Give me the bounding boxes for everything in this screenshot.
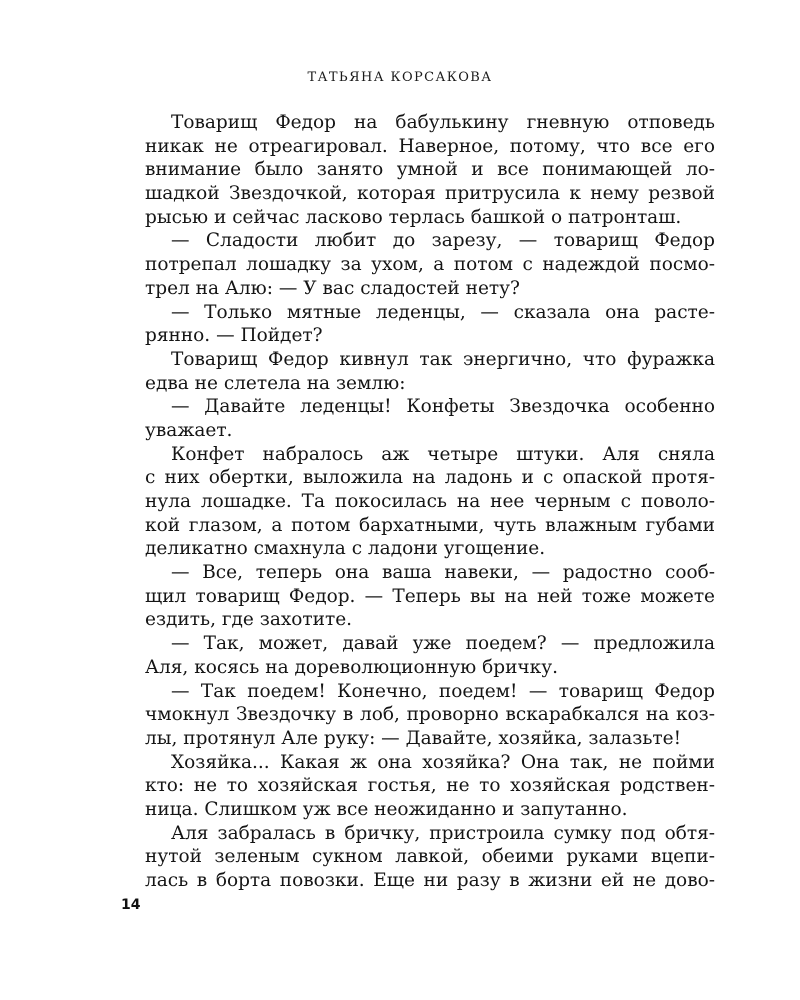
text-line: рянно. — Пойдет? <box>145 325 323 347</box>
text-line: кто: не то хозяйская гостья, не то хозяйская родствен- <box>145 775 715 797</box>
text-line: лась в борта повозки. Еще ни разу в жизни ей не дово- <box>145 870 715 891</box>
text-line: Товарищ Федор на бабулькину гневную отповедь <box>171 112 715 133</box>
text-line: с них обертки, выложила на ладонь и с опаской протя- <box>145 467 715 489</box>
text-line: — Давайте леденцы! Конфеты Звездочка особенно <box>171 396 715 418</box>
running-head-author: ТАТЬЯНА КОРСАКОВА <box>307 70 493 85</box>
text-line: Конфет набралось аж четыре штуки. Аля сняла <box>171 443 715 465</box>
text-line: потрепал лошадку за ухом, а потом с надеждой посмо- <box>145 254 715 276</box>
text-line: Аля, косясь на дореволюционную бричку. <box>145 656 558 678</box>
text-line: деликатно смахнула с ладони угощение. <box>145 538 546 560</box>
text-line: Хозяйка... Какая ж она хозяйка? Она так, не пойми <box>171 751 715 773</box>
page-number: 14 <box>121 897 141 913</box>
body-text <box>145 111 715 893</box>
text-line: — Так, может, давай уже поедем? — предложила <box>171 633 715 655</box>
text-line: — Все, теперь она ваша навеки, — радостно сооб- <box>171 562 715 584</box>
text-line: лы, протянул Але руку: — Давайте, хозяйка, залазьте! <box>145 727 682 749</box>
text-line: уважает. <box>145 419 233 441</box>
text-line: Аля забралась в бричку, пристроила сумку под обтя- <box>171 822 715 844</box>
text-line: чмокнул Звездочку в лоб, проворно вскарабкался на коз- <box>145 704 715 726</box>
text-line: едва не слетела на землю: <box>145 372 406 394</box>
text-line: — Только мятные леденцы, — сказала она расте- <box>171 301 715 323</box>
text-line: кой глазом, а потом бархатными, чуть влажным губами <box>145 514 715 536</box>
text-line: никак не отреагировал. Наверное, потому, что все его <box>145 135 715 157</box>
text-line: ездить, где захотите. <box>145 609 353 631</box>
text-line: — Так поедем! Конечно, поедем! — товарищ Федор <box>171 680 715 702</box>
text-line: трел на Алю: — У вас сладостей нету? <box>145 277 520 299</box>
text-line: Товарищ Федор кивнул так энергично, что фуражка <box>171 348 715 370</box>
text-line: — Сладости любит до зарезу, — товарищ Федор <box>171 230 715 252</box>
text-line: щил товарищ Федор. — Теперь вы на ней тоже можете <box>145 585 715 607</box>
text-line: внимание было занято умной и все понимающей ло- <box>145 159 715 181</box>
text-line: ница. Слишком уж все неожиданно и запутанно. <box>145 798 628 820</box>
text-line: нутой зеленым сукном лавкой, обеими руками вцепи- <box>145 846 715 868</box>
text-line: рысью и сейчас ласково терлась башкой о патронташ. <box>145 206 682 228</box>
text-line: нула лошадке. Та покосилась на нее черным с поволо- <box>145 491 715 512</box>
text-line: шадкой Звездочкой, которая притрусила к нему резвой <box>145 183 715 205</box>
